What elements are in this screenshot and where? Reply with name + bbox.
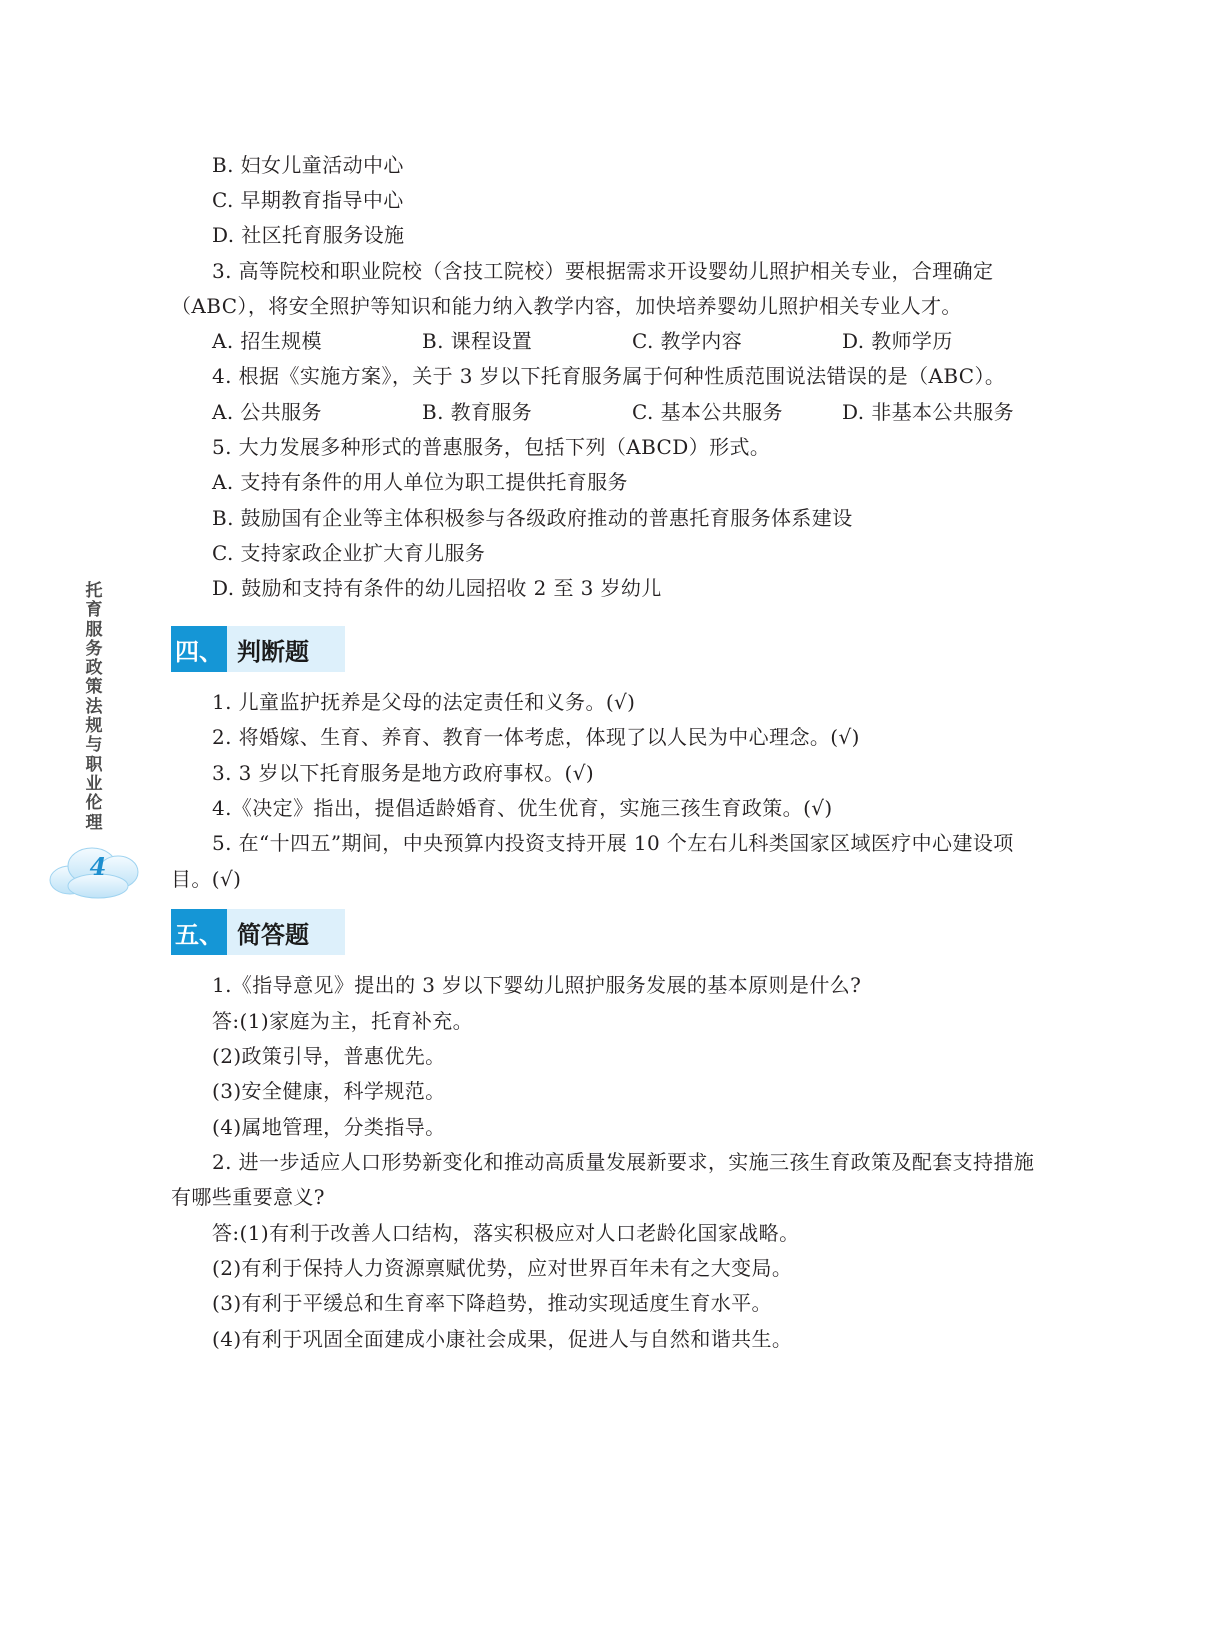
side-title-char: 业 (85, 773, 103, 794)
answer-line: (4)属地管理，分类指导。 (212, 1115, 446, 1139)
option-d: D. 非基本公共服务 (842, 400, 1015, 424)
side-book-title (83, 582, 105, 833)
option-b: B. 鼓励国有企业等主体积极参与各级政府推动的普惠托育服务体系建设 (212, 506, 853, 530)
side-title-char: 伦 (85, 793, 103, 814)
section-number: 四、 (171, 626, 227, 672)
section-title: 判断题 (237, 637, 309, 666)
option-a: A. 支持有条件的用人单位为职工提供托育服务 (212, 470, 628, 494)
option-d: D. 鼓励和支持有条件的幼儿园招收 2 至 3 岁幼儿 (212, 576, 662, 600)
option-d: D. 社区托育服务设施 (212, 223, 405, 247)
question-4-options (212, 399, 1032, 425)
option-d: D. 教师学历 (842, 329, 953, 353)
judgment-item-cont: 目。(√) (171, 867, 242, 891)
judgment-item: 1. 儿童监护抚养是父母的法定责任和义务。(√) (212, 690, 636, 714)
option-c: C. 教学内容 (632, 329, 743, 353)
question-3: 3. 高等院校和职业院校（含技工院校）要根据需求开设婴幼儿照护相关专业，合理确定 (212, 259, 994, 283)
short-answer-question-1: 1.《指导意见》提出的 3 岁以下婴幼儿照护服务发展的基本原则是什么? (212, 973, 862, 997)
option-c: C. 支持家政企业扩大育儿服务 (212, 541, 486, 565)
question-3-cont: （ABC），将安全照护等知识和能力纳入教学内容，加快培养婴幼儿照护相关专业人才。 (171, 294, 962, 318)
option-b: B. 教育服务 (422, 400, 533, 424)
section-heading-true-false (171, 626, 345, 672)
answer-line: (3)有利于平缓总和生育率下降趋势，推动实现适度生育水平。 (212, 1291, 772, 1315)
question-4: 4. 根据《实施方案》，关于 3 岁以下托育服务属于何种性质范围说法错误的是（ABC）。 (212, 364, 1006, 388)
side-title-char: 策 (85, 677, 103, 698)
side-title-char: 职 (85, 754, 103, 775)
option-b: B. 妇女儿童活动中心 (212, 153, 404, 177)
section-title: 简答题 (237, 920, 309, 949)
section-number: 五、 (171, 909, 227, 955)
option-c: C. 早期教育指导中心 (212, 188, 404, 212)
side-title-char: 规 (85, 716, 103, 737)
side-title-char: 务 (85, 638, 103, 659)
answer-line: 答:(1)有利于改善人口结构，落实积极应对人口老龄化国家战略。 (212, 1221, 800, 1245)
answer-line: (3)安全健康，科学规范。 (212, 1079, 446, 1103)
answer-line: (2)有利于保持人力资源禀赋优势，应对世界百年未有之大变局。 (212, 1256, 793, 1280)
side-title-char: 托 (85, 581, 103, 601)
judgment-item: 2. 将婚嫁、生育、养育、教育一体考虑，体现了以人民为中心理念。(√) (212, 725, 860, 749)
side-title-char: 育 (85, 600, 103, 621)
short-answer-question-2-cont: 有哪些重要意义? (171, 1185, 325, 1209)
answer-line: (4)有利于巩固全面建成小康社会成果，促进人与自然和谐共生。 (212, 1327, 793, 1351)
side-title-char: 与 (85, 735, 103, 756)
answer-line: 答:(1)家庭为主，托育补充。 (212, 1009, 474, 1033)
short-answer-question-2: 2. 进一步适应人口形势新变化和推动高质量发展新要求，实施三孩生育政策及配套支持措施 (212, 1150, 1035, 1174)
option-a: A. 公共服务 (212, 400, 322, 424)
page-number: 4 (89, 852, 107, 881)
question-3-options (212, 328, 1032, 354)
side-title-char: 服 (85, 619, 103, 640)
section-heading-short-answer (171, 909, 345, 955)
question-5: 5. 大力发展多种形式的普惠服务，包括下列（ABCD）形式。 (212, 435, 771, 459)
side-title-char: 理 (85, 812, 103, 833)
option-c: C. 基本公共服务 (632, 400, 783, 424)
judgment-item: 5. 在“十四五”期间，中央预算内投资支持开展 10 个左右儿科类国家区域医疗中心建设项 (212, 831, 1014, 855)
side-title-char: 政 (85, 658, 103, 679)
answer-line: (2)政策引导，普惠优先。 (212, 1044, 446, 1068)
judgment-item: 4.《决定》指出，提倡适龄婚育、优生优育，实施三孩生育政策。(√) (212, 796, 833, 820)
option-a: A. 招生规模 (212, 329, 322, 353)
option-b: B. 课程设置 (422, 329, 533, 353)
side-title-char: 法 (85, 696, 103, 717)
judgment-item: 3. 3 岁以下托育服务是地方政府事权。(√) (212, 761, 595, 785)
